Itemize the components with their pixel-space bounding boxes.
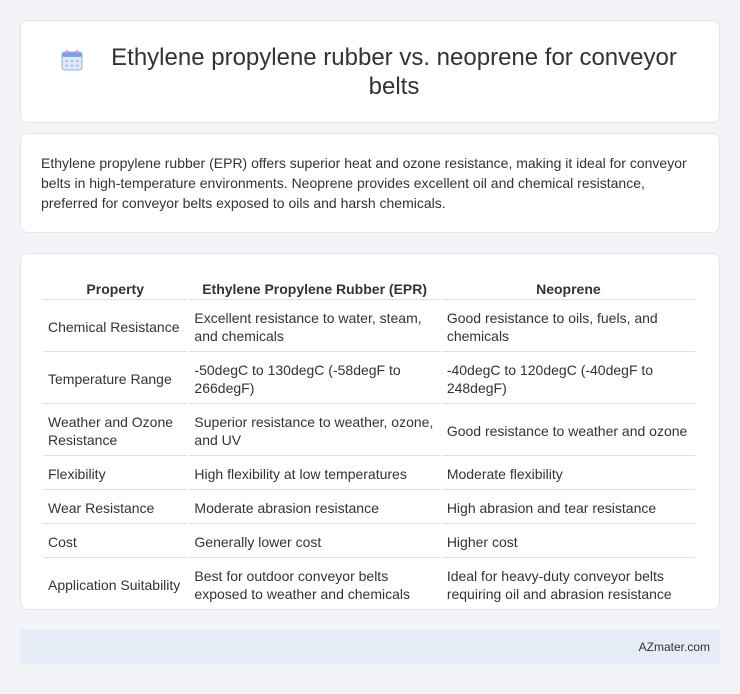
cell-neoprene: Good resistance to weather and ozone [442, 406, 695, 456]
header-property: Property [43, 276, 187, 300]
cell-neoprene: Ideal for heavy-duty conveyor belts requiring oil and abrasion resistance [442, 560, 695, 610]
table-row [43, 492, 695, 524]
calendar-icon [61, 49, 83, 71]
table-row [43, 302, 695, 352]
footer-bar [20, 630, 720, 664]
cell-property: Application Suitability [43, 560, 187, 610]
cell-neoprene: Good resistance to oils, fuels, and chemicals [442, 302, 695, 352]
intro-paragraph: Ethylene propylene rubber (EPR) offers superior heat and ozone resistance, making it ideal for conveyor belts in high-temperature environments. Neoprene provides excellent oil and chemical resistance, preferred for conveyor belts exposed to oils and harsh chemicals. [41, 155, 687, 211]
table-header-row [43, 276, 695, 300]
comparison-table [41, 274, 697, 612]
cell-property: Chemical Resistance [43, 302, 187, 352]
cell-epr: Best for outdoor conveyor belts exposed to weather and chemicals [189, 560, 439, 610]
cell-neoprene: Moderate flexibility [442, 458, 695, 490]
table-row [43, 526, 695, 558]
table-card [20, 253, 720, 610]
cell-epr: -50degC to 130degC (-58degF to 266degF) [189, 354, 439, 404]
cell-epr: Moderate abrasion resistance [189, 492, 439, 524]
header-epr: Ethylene Propylene Rubber (EPR) [189, 276, 439, 300]
cell-neoprene: -40degC to 120degC (-40degF to 248degF) [442, 354, 695, 404]
intro-card [20, 133, 720, 233]
header-neoprene: Neoprene [442, 276, 695, 300]
table-row [43, 354, 695, 404]
table-row [43, 560, 695, 610]
cell-epr: Excellent resistance to water, steam, and chemicals [189, 302, 439, 352]
cell-epr: Generally lower cost [189, 526, 439, 558]
page-title: Ethylene propylene rubber vs. neoprene for conveyor belts [111, 43, 677, 100]
cell-property: Weather and Ozone Resistance [43, 406, 187, 456]
cell-property: Temperature Range [43, 354, 187, 404]
table-row [43, 458, 695, 490]
title-card [20, 20, 720, 123]
cell-neoprene: Higher cost [442, 526, 695, 558]
cell-property: Wear Resistance [43, 492, 187, 524]
table-row [43, 406, 695, 456]
cell-property: Flexibility [43, 458, 187, 490]
cell-neoprene: High abrasion and tear resistance [442, 492, 695, 524]
title-wrap [61, 43, 679, 101]
cell-epr: High flexibility at low temperatures [189, 458, 439, 490]
cell-property: Cost [43, 526, 187, 558]
cell-epr: Superior resistance to weather, ozone, and UV [189, 406, 439, 456]
footer-site-name: AZmater.com [638, 640, 710, 654]
